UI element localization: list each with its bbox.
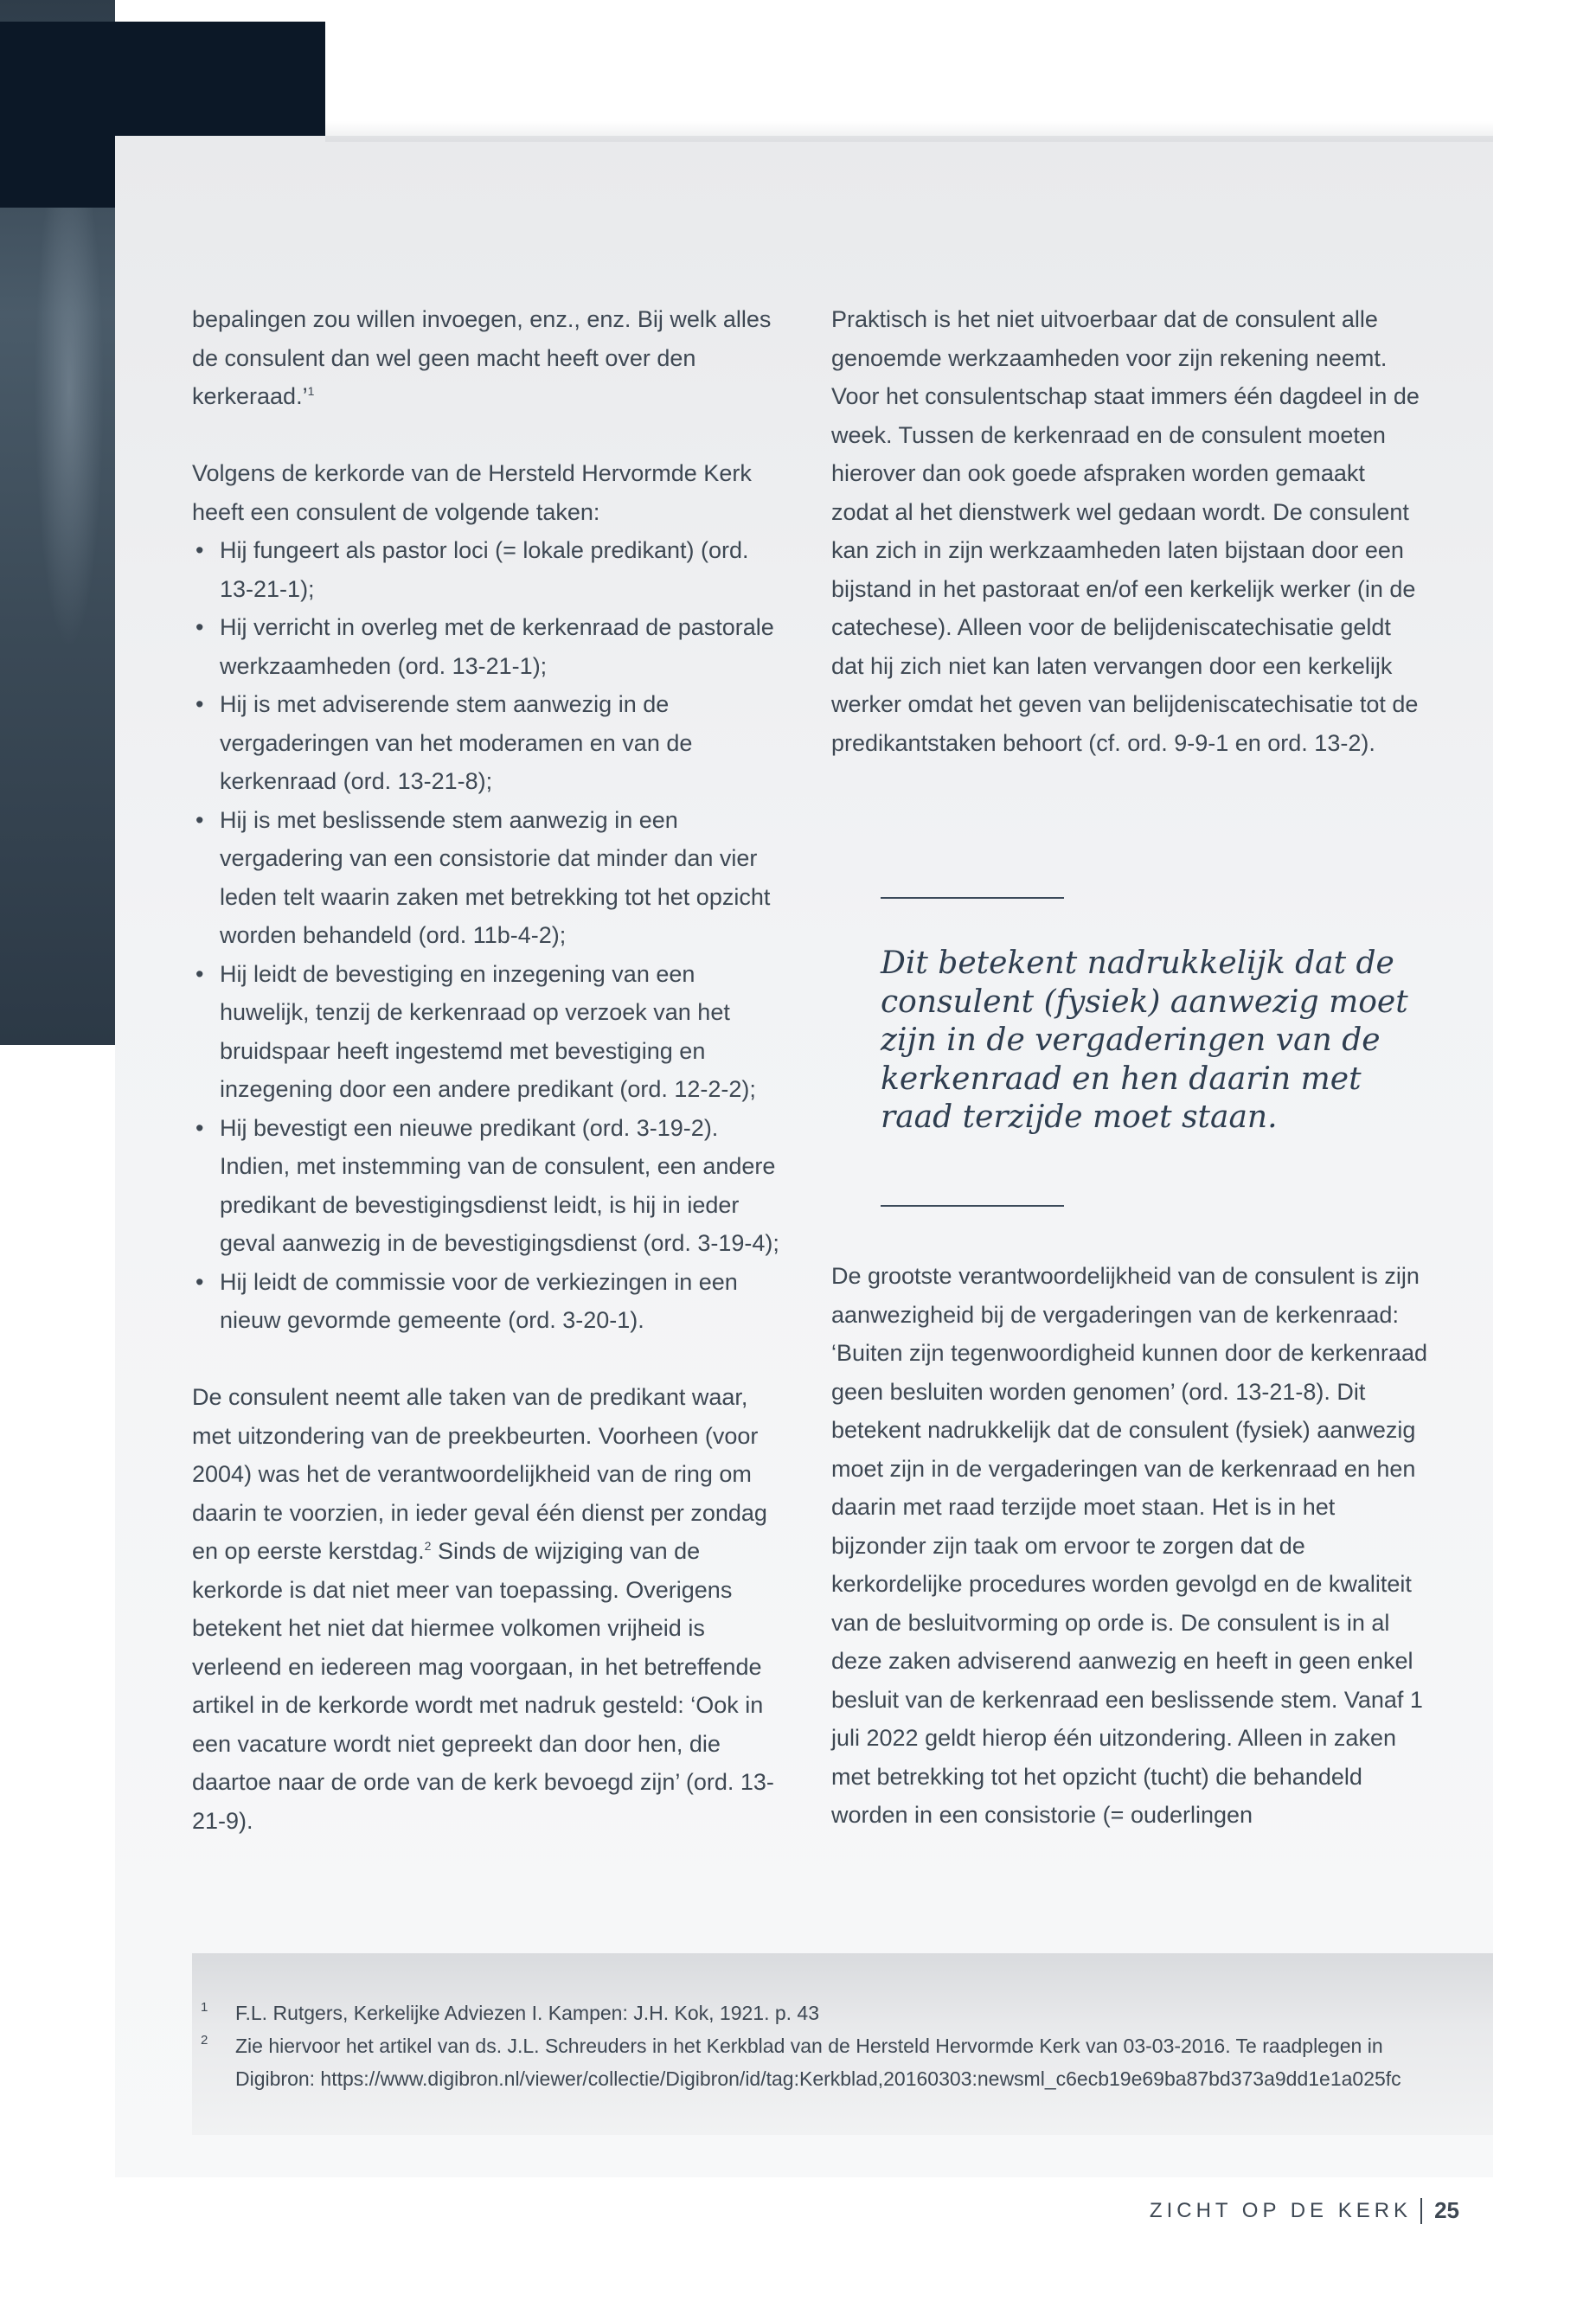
quote-rule-top bbox=[881, 897, 1064, 899]
paragraph-intro: bepalingen zou willen invoegen, enz., enz. Bij welk alles de consulent dan wel geen macht heeft over den kerkeraad.’$^1$ bbox=[192, 306, 772, 409]
footnote-number: 1 bbox=[201, 2000, 208, 2015]
list-item: • Hij leidt de commissie voor de verkiezingen in een nieuw gevormde gemeente (ord. 3-20-1). bbox=[192, 1263, 789, 1340]
list-item: • Hij is met adviserende stem aanwezig in de vergaderingen van het moderamen en van de kerkenraad (ord. 13-21-8); bbox=[192, 685, 789, 801]
footer-separator bbox=[1420, 2198, 1422, 2224]
pull-quote: Dit betekent nadrukkelijk dat de consulent (fysiek) aanwezig moet zijn in de vergaderingen van de kerkenraad en hen daarin met raad terzijde moet staan. bbox=[881, 945, 1408, 1135]
panel-shadow bbox=[325, 121, 1493, 142]
paragraph-tasks-detail: De consulent neemt alle taken van de predikant waar, met uitzondering van de preekbeurten. Voorheen (voor 2004) was het de verantwoordelijkheid van de ring om daarin te voorzien, in ieder geval één dienst per zondag en op eerste kerstdag.$^2$ Sinds de wijziging van de kerkorde is dat niet meer van toepassing. Overigens betekent het niet dat hiermee volkomen vrijheid is verleend en iedereen mag voorgaan, in het betreffende artikel in de kerkorde wordt met nadruk gesteld: ‘Ook in een vacature wordt niet gepreekt dan door hen, die daartoe naar de orde van de kerk bevoegd zijn’ (ord. 13-21-9). bbox=[192, 1384, 774, 1834]
list-item: • Hij bevestigt een nieuwe predikant (ord. 3-19-2). Indien, met instemming van de consulent, een andere predikant de bevestigingsdienst leidt, is hij in ieder geval aanwezig in de bevestigingsdienst (ord. 3-19-4); bbox=[192, 1109, 789, 1263]
paragraph-responsibility: De grootste verantwoordelijkheid van de consulent is zijn aanwezigheid bij de vergaderingen van de kerkenraad: ‘Buiten zijn tegenwoordigheid kunnen door de kerkenraad geen besluiten worden genomen’ (ord. 13-21-8). Dit betekent nadrukkelijk dat de consulent (fysiek) aanwezig moet zijn in de vergaderingen van de kerkenraad en hen daarin met raad terzijde moet staan. Het is in het bijzonder zijn taak om ervoor te zorgen dat de kerkordelijke procedures worden gevolgd en de kwaliteit van de besluitvorming op orde is. De consulent is in al deze zaken adviserend aanwezig en heeft in geen enkel besluit van de kerkenraad een beslissende stem. Vanaf 1 juli 2022 geldt hierop één uitzondering. Alleen in zaken met betrekking tot het opzicht (tucht) die behandeld worden in een consistorie (= ouderlingen bbox=[831, 1263, 1427, 1828]
paragraph-tasks-intro: Volgens de kerkorde van de Hersteld Hervormde Kerk heeft een consulent de volgende taken: bbox=[192, 460, 752, 525]
task-list bbox=[192, 531, 789, 1340]
list-item: • Hij is met beslissende stem aanwezig in een vergadering van een consistorie dat minder dan vier leden telt waarin zaken met betrekking tot het opzicht worden behandeld (ord. 11b-4-2); bbox=[192, 801, 789, 955]
quote-rule-bottom bbox=[881, 1205, 1064, 1207]
footnote-ref-1[interactable]: 1 bbox=[307, 384, 315, 398]
footnote-1 bbox=[201, 1997, 1446, 2029]
right-column-top bbox=[831, 300, 1428, 762]
left-column bbox=[192, 300, 789, 1840]
list-item: • Hij leidt de bevestiging en inzegening van een huwelijk, tenzij de kerkenraad op verzoek van het bruidspaar heeft ingestemd met bevestiging en inzegening door een andere predikant (ord. 12-2-2); bbox=[192, 955, 789, 1109]
footnote-ref-2[interactable]: 2 bbox=[424, 1539, 432, 1553]
page-number: 25 bbox=[1434, 2197, 1459, 2223]
page-footer bbox=[1150, 2197, 1459, 2224]
footnote-text: F.L. Rutgers, Kerkelijke Adviezen I. Kampen: J.H. Kok, 1921. p. 43 bbox=[235, 2002, 820, 2024]
footnotes-box bbox=[192, 1953, 1493, 2135]
list-item: • Hij fungeert als pastor loci (= lokale predikant) (ord. 13-21-1); bbox=[192, 531, 789, 608]
footnote-number: 2 bbox=[201, 2033, 208, 2048]
right-column-bottom bbox=[831, 1257, 1428, 1835]
paragraph-practical: Praktisch is het niet uitvoerbaar dat de consulent alle genoemde werkzaamheden voor zijn rekening neemt. Voor het consulentschap staat immers één dagdeel in de week. Tussen de kerkenraad en de consulent moeten hierover dan ook goede afspraken worden gemaakt zodat al het dienstwerk wel gedaan wordt. De consulent kan zich in zijn werkzaamheden laten bijstaan door een bijstand in het pastoraat en/of een kerkelijk werker (in de catechese). Alleen voor de belijdeniscatechisatie geldt dat hij zich niet kan laten vervangen door een kerkelijk werker omdat het geven van belijdeniscatechisatie tot de predikantstaken behoort (cf. ord. 9-9-1 en ord. 13-2). bbox=[831, 306, 1420, 756]
footnote-text: Zie hiervoor het artikel van ds. J.L. Schreuders in het Kerkblad van de Hersteld Hervormde Kerk van 03-03-2016. Te raadplegen in Digibron: https://www.digibron.nl/viewer/collectie/Digibron/id/tag:Kerkblad,20160303:newsml_c6ecb19e69ba87bd373a9dd1e1a025fc bbox=[235, 2035, 1401, 2090]
footnote-2 bbox=[201, 2029, 1446, 2095]
list-item: • Hij verricht in overleg met de kerkenraad de pastorale werkzaamheden (ord. 13-21-1); bbox=[192, 608, 789, 685]
magazine-title: ZICHT OP DE KERK bbox=[1149, 2198, 1413, 2222]
